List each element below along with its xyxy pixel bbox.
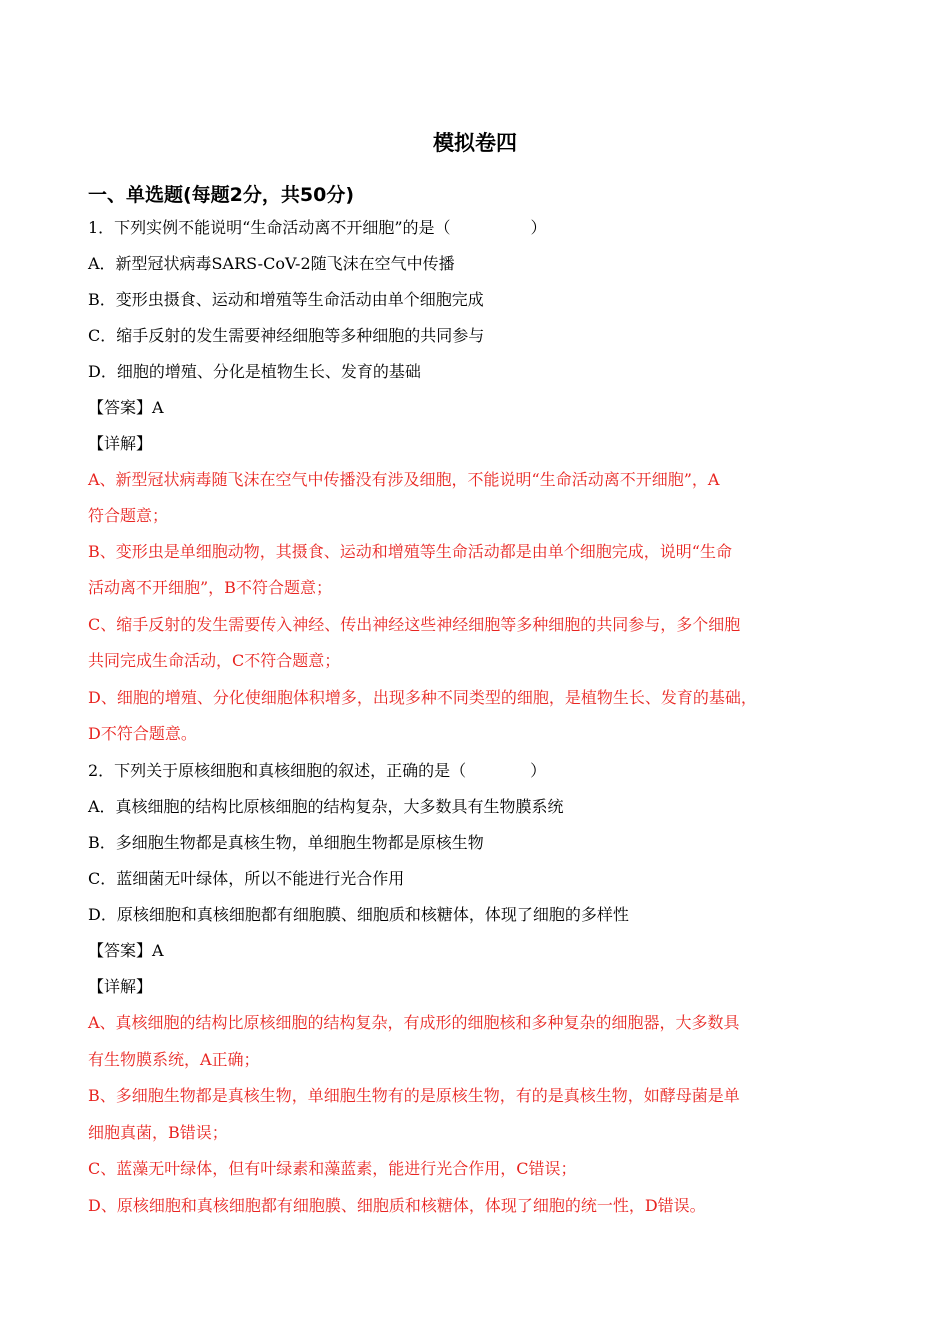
- question-1-option-d: D．细胞的增殖、分化是植物生长、发育的基础: [88, 362, 421, 381]
- question-2-explanation-line: D、原核细胞和真核细胞都有细胞膜、细胞质和核糖体，体现了细胞的统一性，D错误。: [88, 1196, 706, 1215]
- question-1-option-a: A．新型冠状病毒SARS-CoV-2随飞沫在空气中传播: [88, 254, 455, 273]
- question-1-option-c: C．缩手反射的发生需要神经细胞等多种细胞的共同参与: [88, 326, 485, 345]
- question-1-explanation-line: 符合题意；: [88, 506, 169, 525]
- question-2-stem: 2．下列关于原核细胞和真核细胞的叙述，正确的是（ ）: [88, 761, 547, 780]
- page-title: 模拟卷四: [433, 131, 517, 155]
- question-1-explanation-line: D、细胞的增殖、分化使细胞体积增多，出现多种不同类型的细胞，是植物生长、发育的基础，: [88, 688, 757, 707]
- question-1-explanation-line: B、变形虫是单细胞动物，其摄食、运动和增殖等生命活动都是由单个细胞完成，说明“生命: [88, 542, 732, 561]
- question-2-answer: 【答案】A: [88, 941, 164, 960]
- question-2-option-c: C．蓝细菌无叶绿体，所以不能进行光合作用: [88, 869, 405, 888]
- question-2-explanation-line: C、蓝藻无叶绿体，但有叶绿素和藻蓝素，能进行光合作用，C错误；: [88, 1159, 577, 1178]
- question-2-explanation-line: A、真核细胞的结构比原核细胞的结构复杂，有成形的细胞核和多种复杂的细胞器，大多数具: [88, 1013, 740, 1032]
- question-2-option-d: D．原核细胞和真核细胞都有细胞膜、细胞质和核糖体，体现了细胞的多样性: [88, 905, 629, 924]
- question-1-explanation-line: 共同完成生命活动，C不符合题意；: [88, 651, 341, 670]
- question-2-explanation-line: B、多细胞生物都是真核生物，单细胞生物有的是原核生物，有的是真核生物，如酵母菌是单: [88, 1086, 740, 1105]
- question-2-detail-label: 【详解】: [88, 977, 153, 996]
- question-2-option-a: A．真核细胞的结构比原核细胞的结构复杂，大多数具有生物膜系统: [88, 797, 564, 816]
- question-1-option-b: B．变形虫摄食、运动和增殖等生命活动由单个细胞完成: [88, 290, 484, 309]
- question-1-explanation-line: A、新型冠状病毒随飞沫在空气中传播没有涉及细胞，不能说明“生命活动离不开细胞”，A: [88, 470, 720, 489]
- question-1-answer: 【答案】A: [88, 398, 164, 417]
- question-1-explanation-line: 活动离不开细胞”，B不符合题意；: [88, 578, 332, 597]
- question-2-explanation-line: 细胞真菌，B错误；: [88, 1123, 228, 1142]
- question-2-option-b: B．多细胞生物都是真核生物，单细胞生物都是原核生物: [88, 833, 484, 852]
- question-1-stem: 1．下列实例不能说明“生命活动离不开细胞”的是（ ）: [88, 218, 547, 237]
- question-1-explanation-line: C、缩手反射的发生需要传入神经、传出神经这些神经细胞等多种细胞的共同参与，多个细胞: [88, 615, 741, 634]
- question-1-detail-label: 【详解】: [88, 434, 153, 453]
- question-1-explanation-line: D不符合题意。: [88, 724, 197, 743]
- section-heading: 一、单选题(每题2分，共50分): [88, 184, 355, 206]
- question-2-explanation-line: 有生物膜系统，A正确；: [88, 1050, 260, 1069]
